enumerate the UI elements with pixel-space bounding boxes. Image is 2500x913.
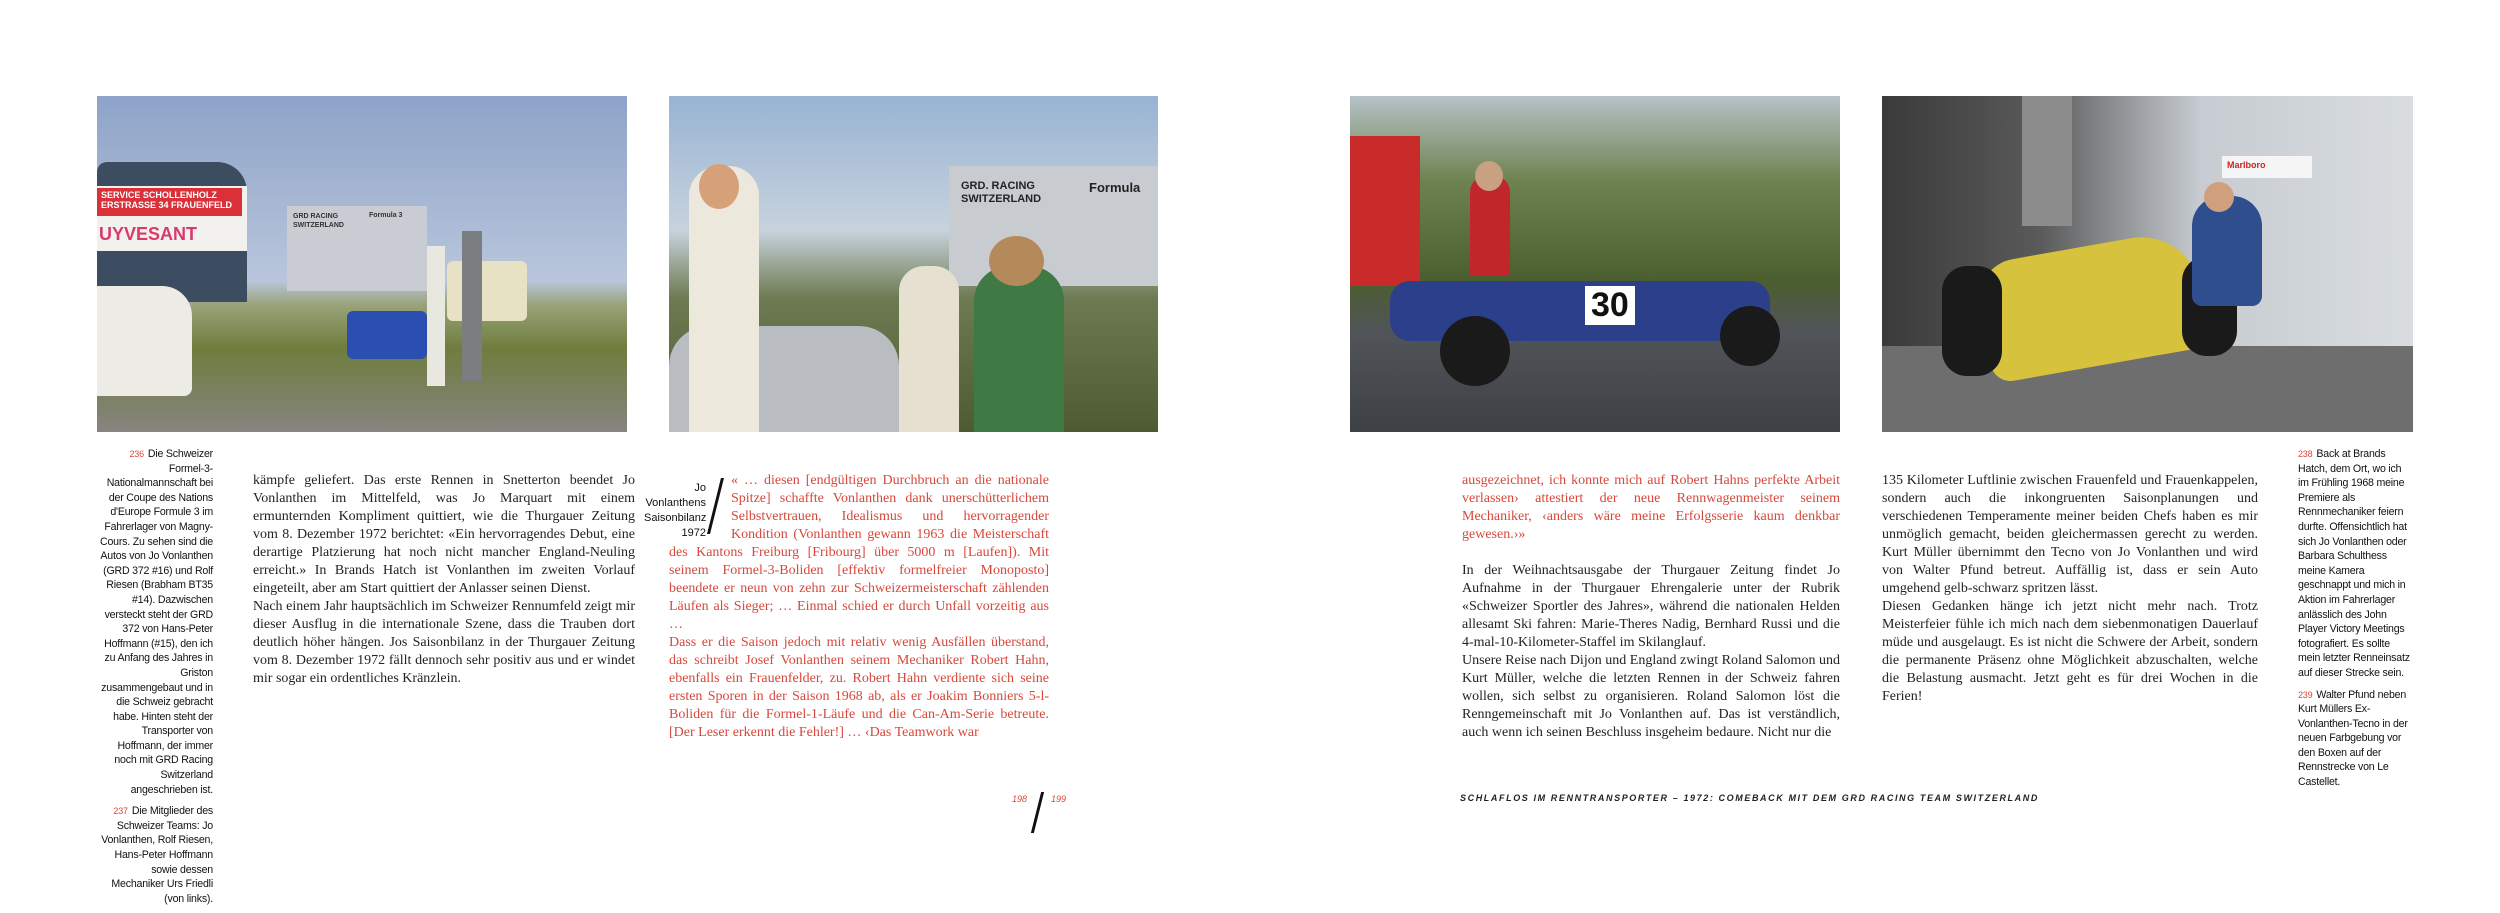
photo-239-le-castellet xyxy=(1882,96,2413,432)
paragraph: Nach einem Jahr hauptsächlich im Schweizer Rennumfeld zeigt mir dieser Ausflug in die internationale Szene, dass die Trauben dort deutlich höher hängen. Jos Saisonbilanz in der Thurgauer Zeitung vom 8. Dezember 1972 fällt dennoch sehr positiv aus und er windet mir sogar ein ordentliches Kränzlein. xyxy=(253,599,635,686)
caption-239 xyxy=(2298,688,2414,790)
photo-brand-text: UYVESANT xyxy=(99,224,198,244)
quote-label-line: Saisonbilanz xyxy=(644,512,707,524)
body-text-left xyxy=(253,472,635,688)
quote-continuation: ausgezeichnet, ich konnte mich auf Robert Hahns perfekte Arbeit verlassen› attestiert der neue Rennwagenmeister seinem Mechaniker, ‹anders wäre meine Erfolgsserie kaum denkbar gewesen.›» xyxy=(1462,473,1840,542)
caption-238 xyxy=(2298,447,2414,681)
photo-238-brands-hatch xyxy=(1350,96,1840,432)
photo-237-team-members xyxy=(669,96,1158,432)
paragraph: kämpfe geliefert. Das erste Rennen in Snetterton beendet Jo Vonlanthen im Mittelfeld, was Jo Marquart mit einem ermunternden Kompliment quittiert, wie die Thurgauer Zeitung vom 8. Dezember 1972 berichtet: «Ein hervorragendes Debut, eine derartige Platzierung hat noch nicht mancher England-Neuling erreicht.» In Brands Hatch ist Vonlanthen im zweiten Vorlauf eingeteilt, aber am Start quittiert der Anlasser seinen Dienst. xyxy=(253,473,635,596)
body-text-right-col1 xyxy=(1462,472,1840,742)
caption-text: Die Mitglieder des Schweizer Teams: Jo Vonlanthen, Rolf Riesen, Hans-Peter Hoffmann sowie dessen Mechaniker Urs Friedli (von links). xyxy=(101,805,213,905)
paragraph: In der Weihnachtsausgabe der Thurgauer Zeitung findet Jo Aufnahme in der Thurgauer Ehrengalerie unter der Rubrik «Schweizer Sportler des Jahres», während die nationalen Helden allesamt Ski fahren: Marie-Theres Nadig, Bernhard Russi und die 4-mal-10-Kilometer-Staffel im Skilanglauf. xyxy=(1462,563,1840,650)
captions-right xyxy=(2298,447,2414,797)
page-number-right: 199 xyxy=(1051,794,1067,804)
float-spacer xyxy=(669,472,731,544)
photo-truck-text: Formula 3 xyxy=(369,212,403,219)
caption-237 xyxy=(97,804,213,906)
photo-truck-text: GRD. RACING SWITZERLAND xyxy=(961,180,1042,205)
caption-text: Die Schweizer Formel-3-Nationalmannschaft bei der Coupe des Nations d'Europe Formule 3 im Fahrerlager von Magny-Cours. Zu sehen sind die Autos von Jo Vonlanthen (GRD 372 #16) und Rolf Riesen (Brabham BT35 #14). Dazwischen versteckt steht der GRD 372 von Hans-Peter Hoffmann (#15), den ich zu Anfang des Jahres in Griston zusammengebaut und in die Schweiz gebracht habe. Hinten steht der Transporter von Hoffmann, der immer noch mit GRD Racing Switzerland angeschrieben ist. xyxy=(100,448,213,796)
caption-number: 237 xyxy=(113,806,128,817)
quote-text xyxy=(669,472,1049,742)
quote-paragraph: Dass er die Saison jedoch mit relativ wenig Ausfällen überstand, das schreibt Josef Vonlanthen seinem Mechaniker Robert Hahn, ebenfalls ein Frauenfelder, zu. Robert Hahn verdiente sich seine ersten Sporen in der Saison 1968 ab, als er Joakim Bonniers 5-l-Boliden für die Formel-1-Läufe und die Can-Am-Serie betreute. [Der Leser erkennt die Fehler!] … ‹Das Teamwork war xyxy=(669,635,1049,740)
caption-236 xyxy=(97,447,213,797)
caption-text: Back at Brands Hatch, dem Ort, wo ich im Frühling 1968 meine Premiere als Rennmechaniker feiern durfte. Offensichtlich hat sich Jo Vonlanthen oder Barbara Schulthess meine Kamera geschnappt und mich in Aktion im Fahrerlager anlässlich des John Player Victory Meetings fotografiert. Es sollte mein letzter Renneinsatz auf dieser Strecke sein. xyxy=(2298,448,2410,679)
photo-truck-text: GRD RACING SWITZERLAND xyxy=(293,213,344,229)
paragraph: Diesen Gedanken hänge ich jetzt nicht mehr nach. Trotz Meisterfeier fühle ich mich nach dem siebenmonatigen Dauerlauf müde und ausgelaugt. Es ist nicht die Schwere der Arbeit, sondern die permanente Präsenz ohne Möglichkeit abzuschalten, welche die Belastung ausmacht. Jetzt geht es für drei Wochen in die Ferien! xyxy=(1882,599,2258,704)
photo-truck-text: Formula xyxy=(1089,180,1141,195)
quote-paragraph: « … diesen [endgültigen Durchbruch an die nationale Spitze] schaffte Vonlanthen dank unerschütterlichem Selbstvertrauen, Idealismus und hervorragender Kondition (Vonlanthen gewann 1963 die Meisterschaft des Kantons Freiburg [Fribourg] über 5000 m [Laufen]). Mit seinem Formel-3-Boliden [effektiv formelfreier Monoposto] beendete er neun von zehn zur Schweizermeisterschaft zählenden Läufen als Sieger; … Einmal schied er durch Unfall vorzeitig aus … xyxy=(669,473,1049,632)
photo-sign-text: ERSTRASSE 34 FRAUENFELD xyxy=(101,200,233,210)
paragraph: 135 Kilometer Luftlinie zwischen Frauenfeld und Frauenkappelen, sondern auch die inkongruenten Saisonplanungen und verschiedenen Temperamente meiner beiden Chefs haben es mir unmöglich gemacht, beiden gleichermassen gerecht zu werden. Kurt Müller übernimmt den Tecno von Jo Vonlanthen und wird von Walter Pfund betreut. Auffällig ist, dass er sein Auto umgehend gelb-schwarz spritzen lässt. xyxy=(1882,473,2258,596)
quote-label-line: 1972 xyxy=(681,527,706,539)
body-text-right-col2 xyxy=(1882,472,2258,706)
caption-number: 236 xyxy=(129,449,144,459)
paragraph: Unsere Reise nach Dijon und England zwingt Roland Salomon und Kurt Müller, welche die letzten Rennen in der Schweiz fahren wollen, sich selbst zu organisieren. Roland Salomon löst die Renngemeinschaft mit Jo Vonlanthen auf. Das ist verständlich, auch wenn ich seinen Beschluss insgeheim bedaure. Nicht nur die xyxy=(1462,653,1840,740)
caption-text: Walter Pfund neben Kurt Müllers Ex-Vonlanthen-Tecno in der neuen Farbgebung vor den Boxen auf der Rennstrecke von Le Castellet. xyxy=(2298,688,2408,789)
photo-sign-text: Marlboro xyxy=(2227,160,2266,170)
caption-number: 238 xyxy=(2298,449,2313,459)
caption-number: 239 xyxy=(2298,689,2313,700)
photo-236-paddock-magny-cours xyxy=(97,96,627,432)
page-number-left: 198 xyxy=(1012,794,1028,804)
photo-sign-text: SERVICE SCHOLLENHOLZ xyxy=(101,190,217,200)
photo-car-number: 30 xyxy=(1585,286,1635,325)
quote-label-line: Jo Vonlanthens xyxy=(645,482,706,509)
folio-slash-divider xyxy=(1031,792,1044,833)
captions-left xyxy=(97,447,213,913)
running-head: SCHLAFLOS IM RENNTRANSPORTER – 1972: COMEBACK MIT DEM GRD RACING TEAM SWITZERLAND xyxy=(1460,793,2039,803)
